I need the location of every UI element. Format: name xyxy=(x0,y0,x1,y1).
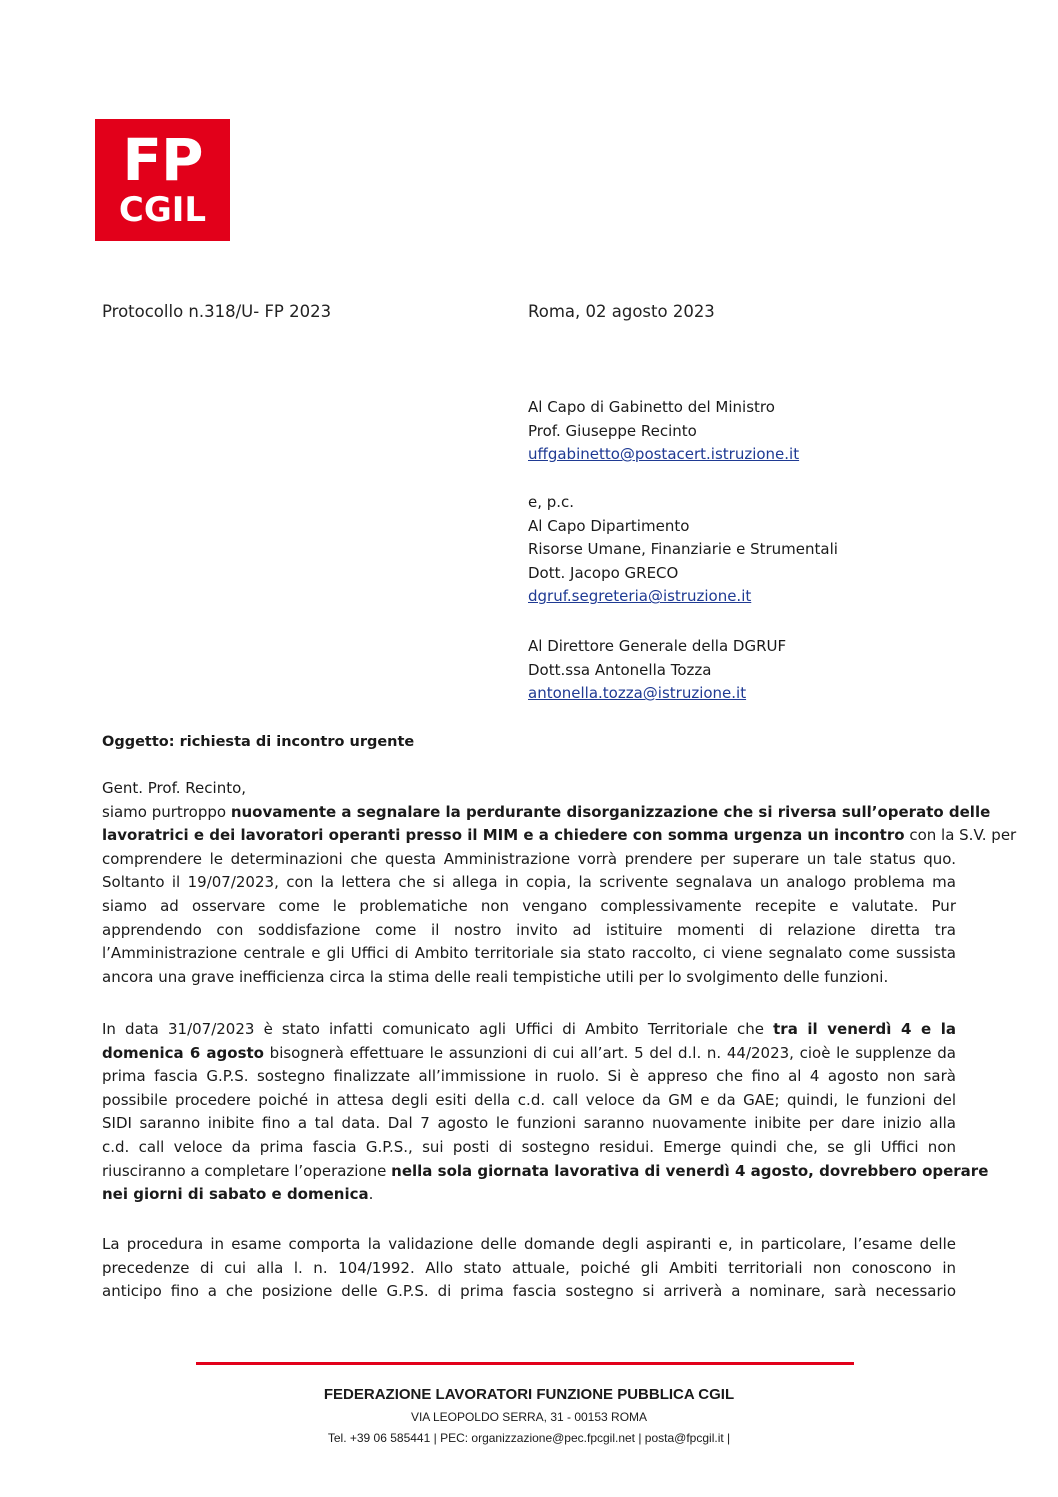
recipient-line: Dott.ssa Antonella Tozza xyxy=(528,660,712,679)
text-line xyxy=(102,1018,956,1042)
recipient-block-1 xyxy=(528,396,948,467)
text-line xyxy=(102,1233,956,1257)
text-line xyxy=(102,1089,956,1113)
text-run: con la S.V. per xyxy=(904,826,1017,845)
footer-contacts: Tel. +39 06 585441 | PEC: organizzazione@pec.fpcgil.net | posta@fpcgil.it | xyxy=(327,1431,731,1445)
footer-organization: FEDERAZIONE LAVORATORI FUNZIONE PUBBLICA CGIL xyxy=(323,1386,735,1403)
text-run: bisognerà effettuare le assunzioni di cui all’art. 5 del d.l. n. 44/2023, cioè le supplenze da xyxy=(263,1043,956,1062)
recipient-line: Risorse Umane, Finanziarie e Strumentali xyxy=(528,540,838,559)
text-line xyxy=(102,942,956,966)
recipient-line: Al Direttore Generale della DGRUF xyxy=(528,637,787,655)
recipient-email-link[interactable]: dgruf.segreteria@istruzione.it xyxy=(528,587,752,606)
text-run: siamo ad osservare come le problematiche non vengano complessivamente recepite e valutate. Pur xyxy=(102,896,956,915)
text-run: possibile procedere poiché in attesa degli esiti della c.d. call veloce da GM e da GAE; quindi, le funzioni del xyxy=(102,1090,956,1109)
recipient-line: e, p.c. xyxy=(528,493,575,511)
fp-cgil-logo xyxy=(95,119,230,241)
text-line xyxy=(102,1183,956,1207)
text-run: apprendendo con soddisfazione come il nostro invito ad istituire momenti di relazione diretta tra xyxy=(102,920,956,939)
recipient-email-link[interactable]: antonella.tozza@istruzione.it xyxy=(528,684,747,703)
text-line xyxy=(102,848,956,872)
text-run: La procedura in esame comporta la validazione delle domande degli aspiranti e, in particolare, l’esame delle xyxy=(102,1235,956,1253)
text-run: In data 31/07/2023 è stato infatti comunicato agli Uffici di Ambito Territoriale che xyxy=(102,1020,774,1038)
bold-text: nei giorni di sabato e domenica xyxy=(102,1185,369,1204)
text-line xyxy=(102,824,1017,848)
recipient-line: Prof. Giuseppe Recinto xyxy=(528,421,697,440)
text-line xyxy=(102,1136,956,1160)
logo-line-fp: FP xyxy=(122,126,203,194)
paragraph-3-block xyxy=(102,1233,956,1304)
text-run: comprendere le determinazioni che questa Amministrazione vorrà prendere per superare un tale status quo. xyxy=(102,849,956,868)
text-run: l’Amministrazione centrale e gli Uffici di Ambito territoriale sia stato raccolto, ci viene segnalato come sussista xyxy=(102,944,956,963)
text-line xyxy=(102,895,956,919)
letter-subject: Oggetto: richiesta di incontro urgente xyxy=(102,734,415,750)
bold-text: tra il venerdì 4 e la xyxy=(773,1020,956,1038)
paragraph-1 xyxy=(102,801,1017,990)
text-run: c.d. call veloce da prima fascia G.P.S., sui posti di sostegno residui. Emerge quindi che, se gli Uffici non xyxy=(102,1137,956,1156)
text-line xyxy=(102,919,956,943)
footer-divider xyxy=(196,1362,854,1365)
bold-text: nuovamente a segnalare la perdurante disorganizzazione che si riversa sull’operato delle xyxy=(230,802,991,821)
text-line xyxy=(102,1042,956,1066)
text-line xyxy=(102,1065,956,1089)
text-line xyxy=(102,1257,956,1281)
recipient-email-link[interactable]: uffgabinetto@postacert.istruzione.it xyxy=(528,445,800,464)
text-line xyxy=(102,1280,956,1304)
recipient-line: Al Capo di Gabinetto del Ministro xyxy=(528,398,775,416)
text-line xyxy=(102,801,991,825)
paragraph-2 xyxy=(102,1018,989,1207)
text-run: precedenze di cui alla l. n. 104/1992. Allo stato attuale, poiché gli Ambiti territoriali non conoscono in xyxy=(102,1258,956,1277)
recipient-block-3 xyxy=(528,635,948,706)
letter-date: Roma, 02 agosto 2023 xyxy=(528,302,715,321)
text-run: SIDI saranno inibite fino a tal data. Dal 7 agosto le funzioni saranno nuovamente inibite per dare inizio alla xyxy=(102,1114,956,1133)
recipient-line: Dott. Jacopo GRECO xyxy=(528,563,679,582)
recipient-line: Al Capo Dipartimento xyxy=(528,516,690,535)
text-line xyxy=(102,871,956,895)
logo-line-cgil: CGIL xyxy=(118,190,207,230)
protocol-number: Protocollo n.318/U- FP 2023 xyxy=(102,302,332,321)
recipient-block-2 xyxy=(528,491,948,609)
text-line xyxy=(102,1112,956,1136)
salutation-and-paragraph-1 xyxy=(102,777,1017,989)
footer-address: VIA LEOPOLDO SERRA, 31 - 00153 ROMA xyxy=(410,1410,648,1424)
paragraph-3 xyxy=(102,1233,956,1304)
bold-text: lavoratrici e dei lavoratori operanti presso il MIM e a chiedere con somma urgenza un incontro xyxy=(102,826,905,845)
bold-text: nella sola giornata lavorativa di venerdì 4 agosto, dovrebbero operare xyxy=(391,1161,989,1180)
text-line xyxy=(102,1160,989,1184)
bold-text: domenica 6 agosto xyxy=(102,1043,264,1062)
text-run: Soltanto il 19/07/2023, con la lettera che si allega in copia, la scrivente segnalava un analogo problema ma xyxy=(102,873,956,892)
text-run: . xyxy=(368,1185,374,1204)
text-run: riusciranno a completare l’operazione xyxy=(102,1161,392,1180)
salutation: Gent. Prof. Recinto, xyxy=(102,779,247,797)
paragraph-2-block xyxy=(102,1018,989,1207)
text-run: ancora una grave inefficienza circa la stima delle reali tempistiche utili per lo svolgimento delle funzioni. xyxy=(102,967,889,986)
text-run: anticipo fino a che posizione delle G.P.S. di prima fascia sostegno si arriverà a nominare, sarà necessario xyxy=(102,1282,956,1301)
text-run: prima fascia G.P.S. sostegno finalizzate all’immissione in ruolo. Si è appreso che fino al 4 agosto non sarà xyxy=(102,1067,956,1086)
text-run: siamo purtroppo xyxy=(102,802,231,821)
text-line xyxy=(102,966,956,990)
